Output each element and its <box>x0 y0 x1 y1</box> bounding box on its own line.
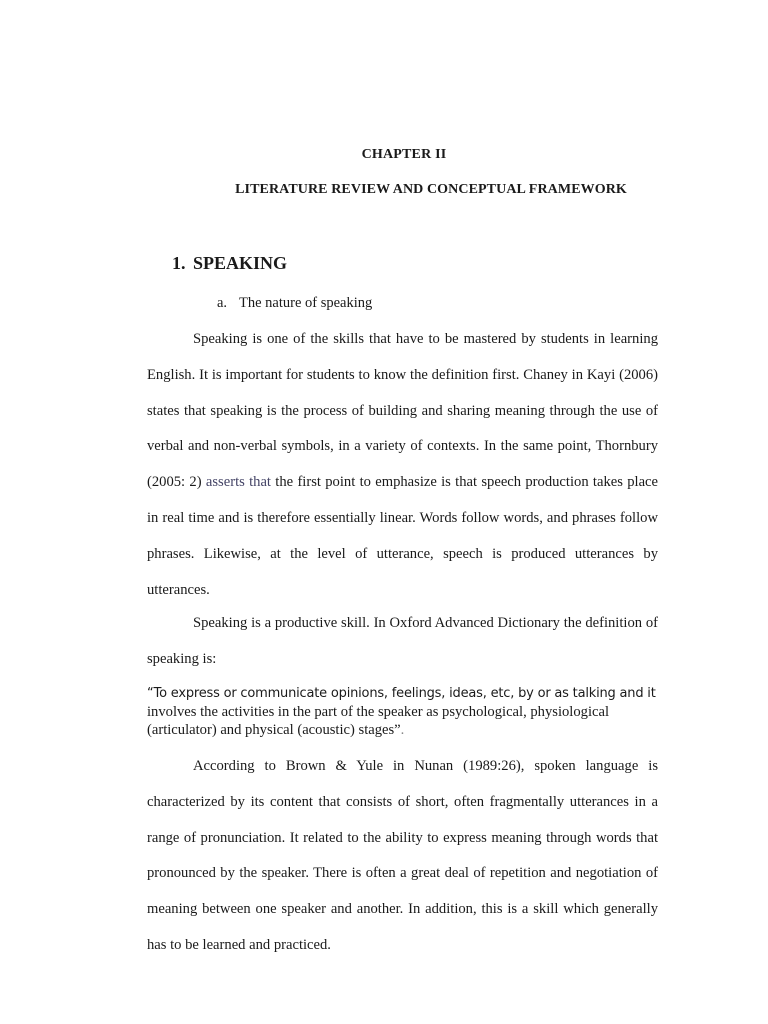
section-heading <box>172 253 287 274</box>
section-title: SPEAKING <box>193 253 288 273</box>
quote-opening-line: “To express or communicate opinions, feelings, ideas, etc, by or as talking and it <box>147 686 656 701</box>
subsection-letter: a. <box>217 295 228 311</box>
dictionary-quote <box>147 684 667 739</box>
chapter-title: LITERATURE REVIEW AND CONCEPTUAL FRAMEWORK <box>235 182 627 197</box>
quote-text: involves the activities in the part of the speaker as psychological, physiological (articulator) and physical (acoustic) stages” <box>147 704 610 738</box>
paragraph-text: According to Brown & Yule in Nunan (1989:26), spoken language is characterized by its content that consists of short, often fragmentally utterances in a range of pronunciation. It related to the ability to express meaning through words that pronounced by the speaker. There is often a great deal of repetition and negotiation of meaning between one speaker and another. In addition, this is a skill which generally has to be learned and practiced. <box>147 758 658 953</box>
paragraph-productive-skill <box>147 606 658 678</box>
highlighted-phrase: asserts that <box>205 474 271 491</box>
chapter-label: CHAPTER II <box>361 147 447 162</box>
paragraph-spoken-language <box>147 749 658 964</box>
paragraph-text: Speaking is one of the skills that have to be mastered by students in learning English. It is important for students to know the definition first. Chaney in Kayi (2006) states that speaking is the process of building and sharing meaning through the use of verbal and non-verbal symbols, in a variety of contexts. In the same point, Thornbury (2005: 2) <box>147 331 658 491</box>
section-number: 1. <box>172 253 186 273</box>
paragraph-text: Speaking is a productive skill. In Oxford Advanced Dictionary the definition of speaking is: <box>147 615 658 667</box>
paragraph-speaking-definition <box>147 322 658 608</box>
subsection-title: The nature of speaking <box>239 295 373 311</box>
paragraph-text-continued: the first point to emphasize is that speech production takes place in real time and is therefore essentially linear. Words follow words, and phrases follow phrases. Likewise, at the level of utterance, speech is produced utterances by utterances. <box>147 474 658 598</box>
quote-period: . <box>400 722 405 738</box>
subsection-heading <box>217 295 372 312</box>
